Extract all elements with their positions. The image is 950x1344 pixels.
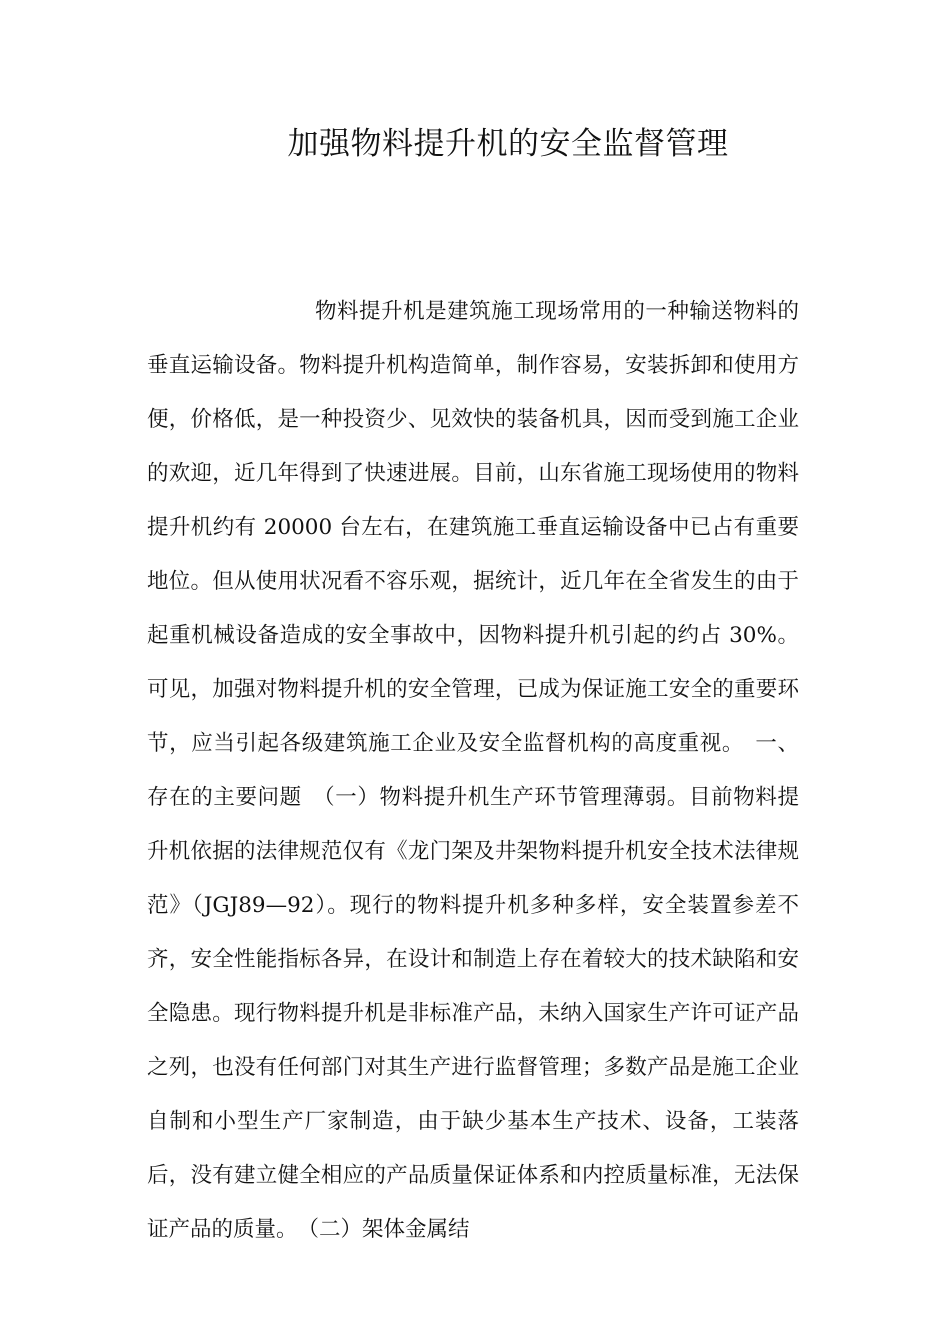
body-paragraph: 物料提升机是建筑施工现场常用的一种输送物料的垂直运输设备。物料提升机构造简单，制作容易，安装拆卸和使用方便，价格低，是一种投资少、见效快的装备机具，因而受到施工企业的欢迎，近几年得到了快速进展。目前，山东省施工现场使用的物料提升机约有 20000 台左右，在建筑施工垂直运输设备中已占有重要地位。但从使用状况看不容乐观，据统计，近几年在全省发生的由于起重机械设备造成的安全事故中，因物料提升机引起的约占 30%。可见，加强对物料提升机的安全管理，已成为保证施工安全的重要环节，应当引起各级建筑施工企业及安全监督机构的高度重视。 一、存在的主要问题 （一）物料提升机生产环节管理薄弱。目前物料提升机依据的法律规范仅有《龙门架及井架物料提升机安全技术法律规范》（JGJ89—92）。现行的物料提升机多种多样，安全装置参差不齐，安全性能指标各异，在设计和制造上存在着较大的技术缺陷和安全隐患。现行物料提升机是非标准产品，未纳入国家生产许可证产品之列，也没有任何部门对其生产进行监督管理；多数产品是施工企业自制和小型生产厂家制造，由于缺少基本生产技术、设备，工装落后，没有建立健全相应的产品质量保证体系和内控质量标准，无法保证产品的质量。 （二）架体金属结 bbox=[147, 299, 799, 1242]
document-title: 加强物料提升机的安全监督管理 bbox=[287, 126, 729, 162]
